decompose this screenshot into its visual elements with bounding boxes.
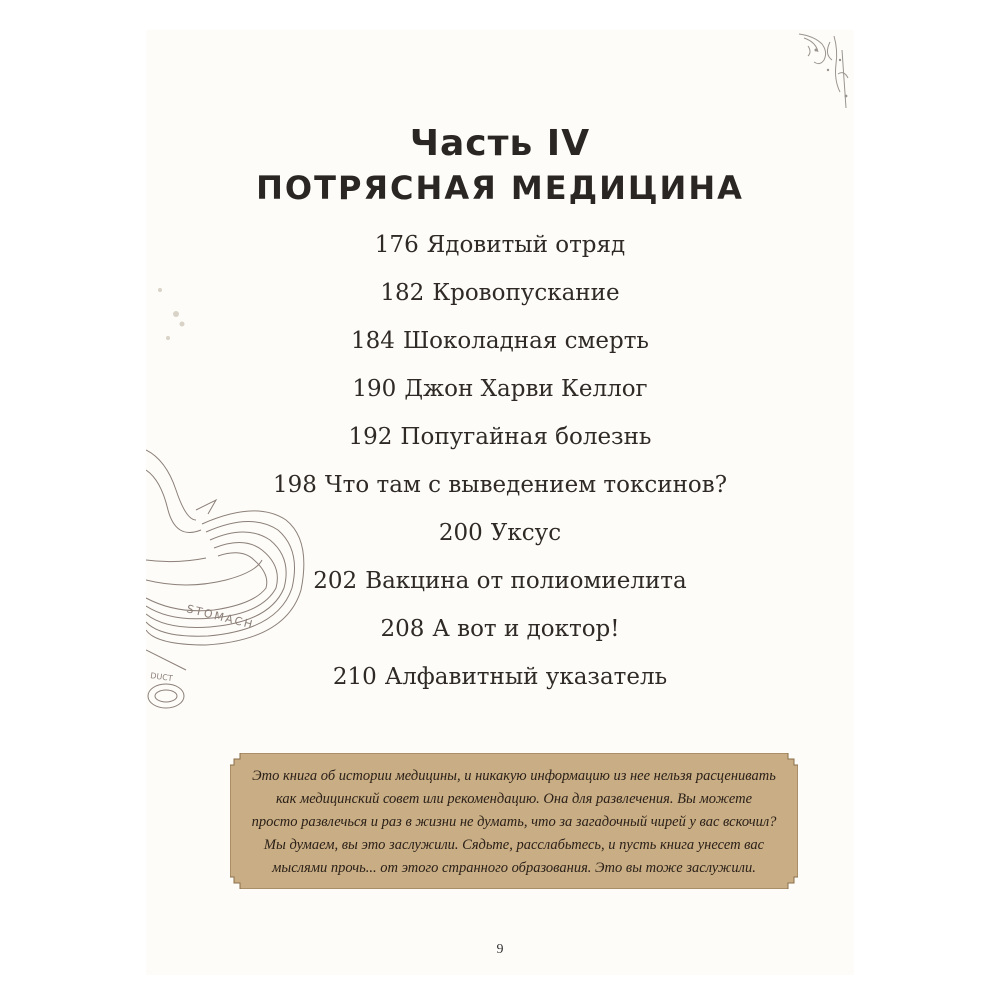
- toc-title: Джон Харви Келлог: [404, 376, 648, 402]
- toc-title: Вакцина от полиомиелита: [365, 568, 687, 594]
- corner-ornament-icon: [794, 30, 854, 112]
- disclaimer-text: [240, 765, 788, 880]
- toc-item: [146, 230, 854, 278]
- page-number: 9: [496, 942, 504, 957]
- toc-page-number: 200: [438, 520, 483, 546]
- toc-page-number: 202: [313, 568, 358, 594]
- toc-page-number: 176: [374, 232, 419, 258]
- toc-item: [146, 326, 854, 374]
- duct-label: DUCT: [149, 671, 174, 684]
- disclaimer-line: как медицинский совет или рекомендацию. Она для развлечения. Вы можете: [275, 791, 753, 807]
- toc-page-number: 210: [332, 664, 377, 690]
- part-heading: [146, 122, 854, 210]
- toc-item: [146, 374, 854, 422]
- table-of-contents: [146, 230, 854, 710]
- toc-title: А вот и доктор!: [432, 616, 620, 642]
- toc-title: Кровопускание: [432, 280, 620, 306]
- disclaimer-line: Это книга об истории медицины, и никакую информацию из нее нельзя расценивать: [252, 768, 776, 784]
- toc-item: [146, 470, 854, 518]
- toc-item: [146, 566, 854, 614]
- toc-title: Уксус: [490, 520, 562, 546]
- toc-title: Шоколадная смерть: [402, 328, 649, 354]
- book-page: [146, 30, 854, 975]
- toc-item: [146, 614, 854, 662]
- toc-title: Ядовитый отряд: [426, 232, 626, 258]
- toc-page-number: 198: [272, 472, 317, 498]
- toc-title: Алфавитный указатель: [384, 664, 668, 690]
- toc-item: [146, 662, 854, 710]
- toc-item: [146, 422, 854, 470]
- toc-page-number: 192: [348, 424, 393, 450]
- disclaimer-line: Мы думаем, вы это заслужили. Сядьте, расслабьтесь, и пусть книга унесет вас: [263, 837, 765, 853]
- part-label: Часть IV: [409, 123, 591, 164]
- toc-item: [146, 278, 854, 326]
- toc-title: Попугайная болезнь: [400, 424, 652, 450]
- disclaimer-panel: [230, 753, 798, 889]
- disclaimer-line: мыслями прочь... от этого странного образования. Это вы тоже заслужили.: [272, 860, 756, 876]
- disclaimer-line: просто развлечься и раз в жизни не думать, что за загадочный чирей у вас вскочил?: [251, 814, 777, 830]
- toc-page-number: 184: [351, 328, 395, 354]
- toc-page-number: 182: [380, 280, 425, 306]
- stomach-label: STOMACH: [185, 602, 256, 632]
- toc-item: [146, 518, 854, 566]
- toc-title: Что там с выведением токсинов?: [324, 472, 728, 498]
- part-title: ПОТРЯСНАЯ МЕДИЦИНА: [256, 169, 744, 207]
- toc-page-number: 190: [352, 376, 397, 402]
- toc-page-number: 208: [380, 616, 425, 642]
